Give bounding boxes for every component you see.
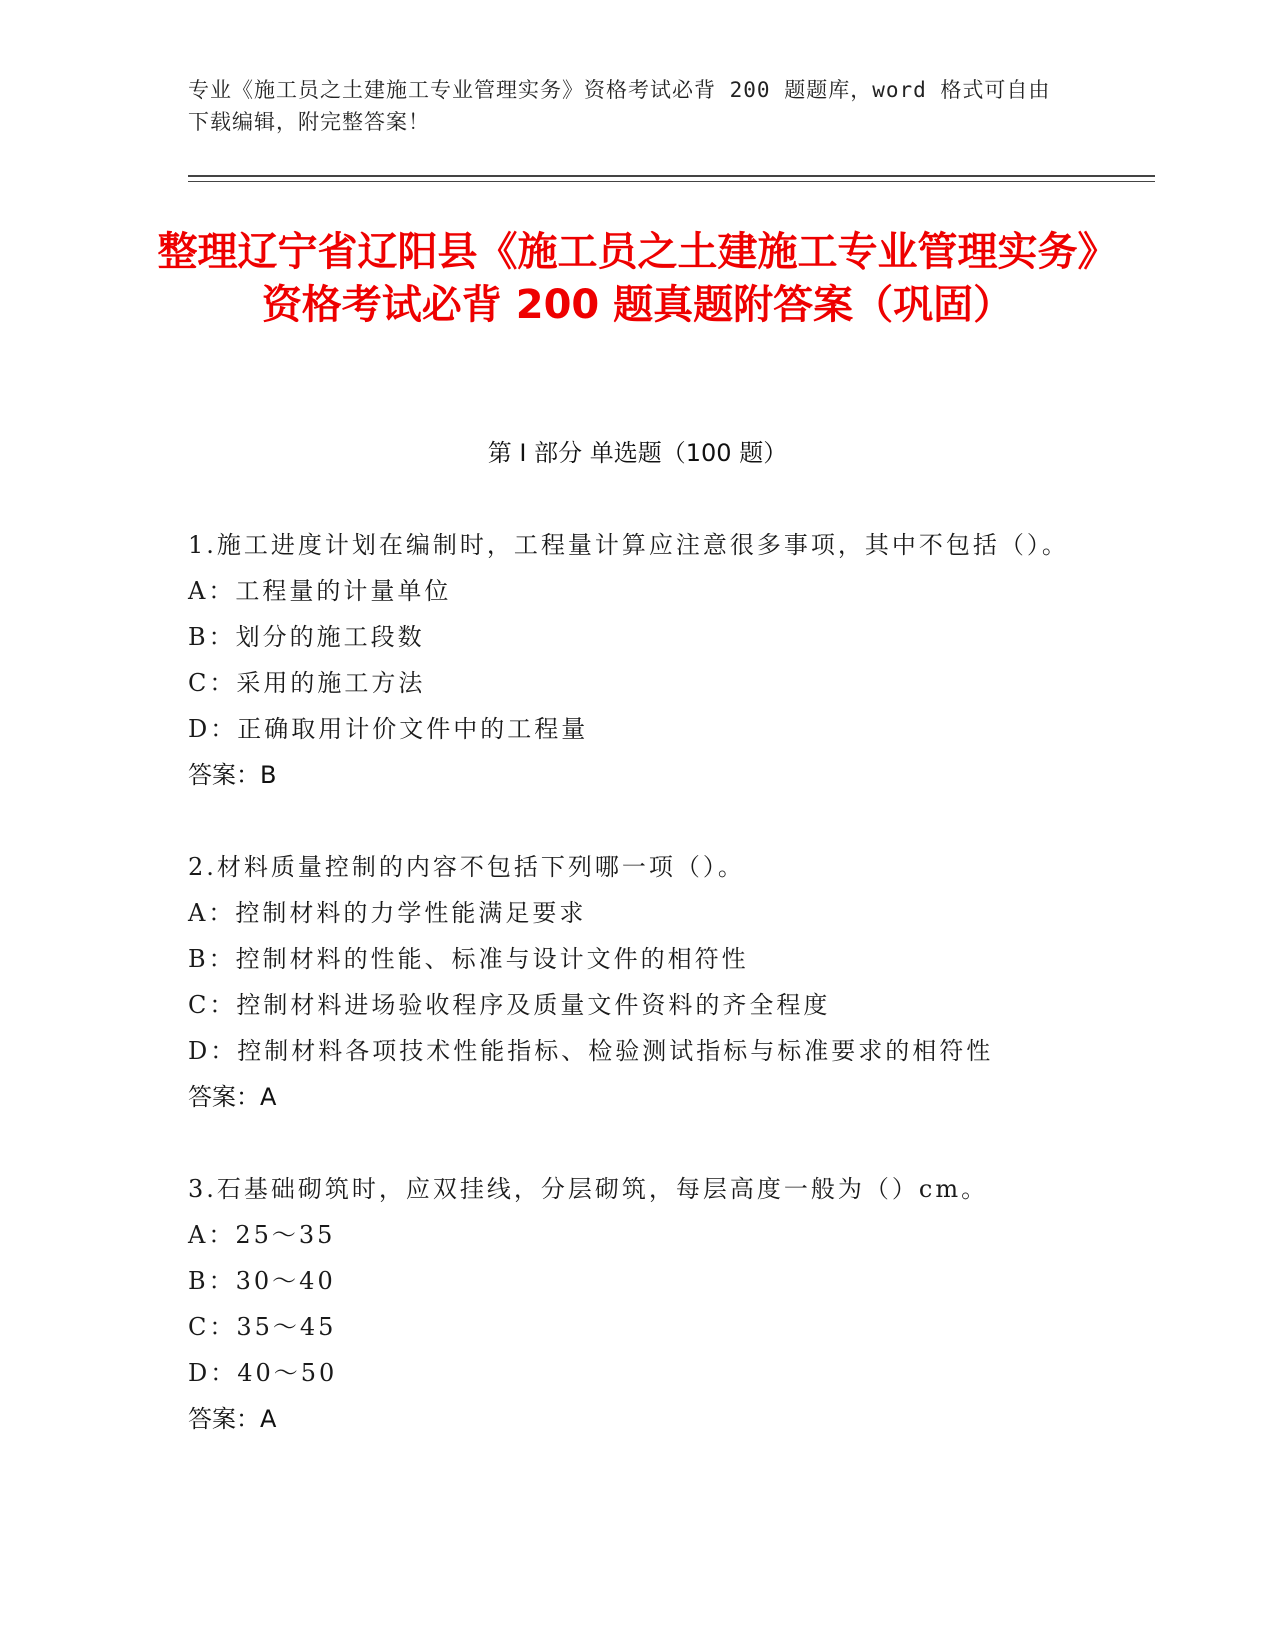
header-divider-thin [188, 181, 1155, 182]
answer: 答案：B [188, 761, 277, 789]
option-c: C：35～45 [188, 1313, 337, 1341]
question-3 [188, 1167, 1078, 1442]
option-a: A：控制材料的力学性能满足要求 [188, 899, 587, 927]
header-note: 专业《施工员之土建施工专业管理实务》资格考试必背 200 题题库，word 格式可自由下载编辑，附完整答案！ [188, 78, 1051, 134]
option-b: B：控制材料的性能、标准与设计文件的相符性 [188, 945, 749, 973]
document-title: 整理辽宁省辽阳县《施工员之土建施工专业管理实务》资格考试必背 200 题真题附答案（巩固） [157, 229, 1118, 328]
option-c: C：控制材料进场验收程序及质量文件资料的齐全程度 [188, 991, 831, 1019]
question-2 [188, 845, 1078, 1120]
header-divider-thick [188, 175, 1155, 177]
option-d: D：40～50 [188, 1359, 338, 1387]
option-b: B：划分的施工段数 [188, 623, 425, 651]
option-c: C：采用的施工方法 [188, 669, 426, 697]
question-stem: 3.石基础砌筑时，应双挂线，分层砌筑，每层高度一般为（）cm。 [188, 1175, 989, 1203]
option-a: A：25～35 [188, 1221, 336, 1249]
question-stem: 1.施工进度计划在编制时，工程量计算应注意很多事项，其中不包括（）。 [188, 531, 1069, 559]
option-d: D：控制材料各项技术性能指标、检验测试指标与标准要求的相符性 [188, 1037, 994, 1065]
question-stem: 2.材料质量控制的内容不包括下列哪一项（）。 [188, 853, 745, 881]
answer: 答案：A [188, 1405, 277, 1433]
answer: 答案：A [188, 1083, 277, 1111]
question-list [188, 523, 1078, 1489]
section-heading: 第 I 部分 单选题（100 题） [487, 439, 788, 467]
question-1 [188, 523, 1078, 798]
option-d: D：正确取用计价文件中的工程量 [188, 715, 589, 743]
option-a: A：工程量的计量单位 [188, 577, 452, 605]
option-b: B：30～40 [188, 1267, 336, 1295]
